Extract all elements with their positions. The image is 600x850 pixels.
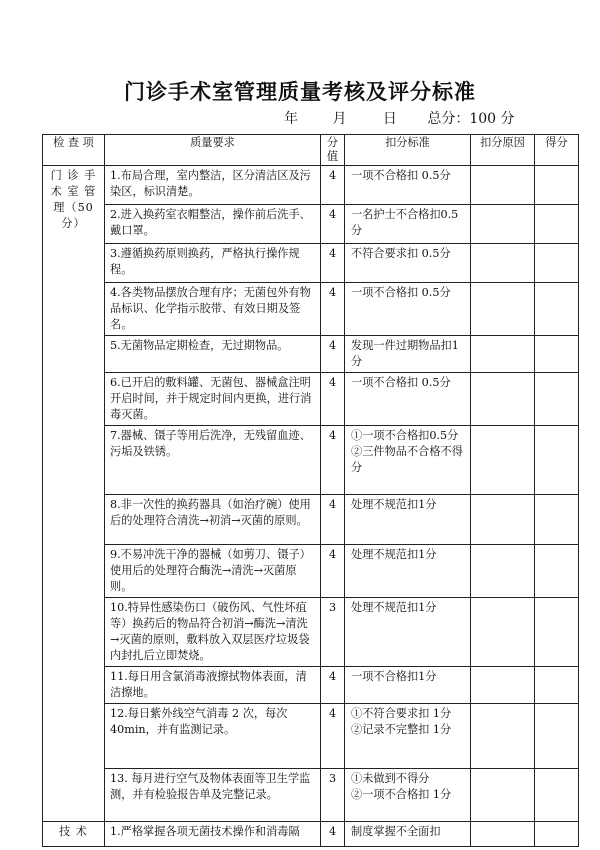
reason-cell[interactable] [471, 373, 535, 426]
deduction-cell [345, 336, 471, 373]
reason-cell[interactable] [471, 244, 535, 283]
score-cell: 3 [321, 598, 345, 667]
got-score-cell[interactable] [535, 336, 579, 373]
deduction-cell [345, 598, 471, 667]
score-cell: 4 [321, 244, 345, 283]
reason-cell[interactable] [471, 667, 535, 704]
deduction-line: 一项不合格扣1分 [351, 670, 437, 683]
got-score-cell[interactable] [535, 373, 579, 426]
got-score-cell[interactable] [535, 166, 579, 205]
score-cell: 3 [321, 769, 345, 822]
requirement-cell: 12.每日紫外线空气消毒 2 次，每次40min，并有监测记录。 [105, 704, 321, 769]
section-category: 门 诊 手 术 室 管 理（50分） [43, 166, 105, 822]
reason-cell[interactable] [471, 283, 535, 336]
deduction-cell [345, 667, 471, 704]
score-cell: 4 [321, 545, 345, 598]
deduction-cell [345, 373, 471, 426]
table-body [43, 166, 579, 847]
date-day: 日 [382, 111, 397, 127]
header-category: 检 查 项 [43, 135, 105, 166]
deduction-line: ①未做到不得分 [351, 772, 430, 785]
got-score-cell[interactable] [535, 283, 579, 336]
reason-cell[interactable] [471, 704, 535, 769]
got-score-cell[interactable] [535, 545, 579, 598]
table-header-row [43, 135, 579, 166]
table-row [43, 704, 579, 769]
deduction-line: ①不符合要求扣 1分 [351, 707, 452, 720]
deduction-line: 发现一件过期物品扣1分 [351, 339, 459, 368]
deduction-line: ②一项不合格扣 1分 [351, 788, 452, 801]
got-score-cell[interactable] [535, 822, 579, 847]
deduction-cell [345, 426, 471, 495]
requirement-cell: 5.无菌物品定期检查，无过期物品。 [105, 336, 321, 373]
deduction-line: 不符合要求扣 0.5分 [351, 247, 451, 260]
deduction-line: 处理不规范扣1分 [351, 498, 437, 511]
deduction-cell [345, 244, 471, 283]
reason-cell[interactable] [471, 769, 535, 822]
table-row [43, 166, 579, 205]
deduction-line: 处理不规范扣1分 [351, 601, 437, 614]
score-cell: 4 [321, 336, 345, 373]
score-cell: 4 [321, 426, 345, 495]
reason-cell[interactable] [471, 822, 535, 847]
requirement-cell: 1.布局合理，室内整洁，区分清洁区及污染区，标识清楚。 [105, 166, 321, 205]
requirement-cell: 2.进入换药室衣帽整洁，操作前后洗手、戴口罩。 [105, 205, 321, 244]
date-year: 年 [284, 111, 298, 127]
deduction-line: 一项不合格扣 0.5分 [351, 169, 451, 182]
requirement-cell: 7.器械、镊子等用后洗净，无残留血迹、污垢及铁锈。 [105, 426, 321, 495]
score-cell: 4 [321, 166, 345, 205]
deduction-cell [345, 545, 471, 598]
deduction-cell [345, 283, 471, 336]
requirement-cell: 8.非一次性的换药器具（如治疗碗）使用后的处理符合清洗→初消→灭菌的原则。 [105, 495, 321, 545]
deduction-line: 一名护士不合格扣0.5分 [351, 208, 459, 237]
table-row [43, 545, 579, 598]
table-row [43, 598, 579, 667]
header-score: 分值 [321, 135, 345, 166]
deduction-line: 一项不合格扣 0.5分 [351, 286, 451, 299]
deduction-cell [345, 495, 471, 545]
header-got: 得分 [535, 135, 579, 166]
requirement-cell: 11.每日用含氯消毒液擦拭物体表面，清洁擦地。 [105, 667, 321, 704]
table-row [43, 426, 579, 495]
section-category: 技 术 [43, 822, 105, 847]
got-score-cell[interactable] [535, 244, 579, 283]
total-score: 总分：100 分 [427, 111, 515, 127]
table-row [43, 336, 579, 373]
got-score-cell[interactable] [535, 426, 579, 495]
deduction-cell [345, 205, 471, 244]
table-row [43, 495, 579, 545]
requirement-cell: 10.特异性感染伤口（破伤风、气性坏疽等）换药后的物品符合初消→酶洗→清洗→灭菌的原则，敷料放入双层医疗垃圾袋内封扎后立即焚烧。 [105, 598, 321, 667]
table-row [43, 244, 579, 283]
table-row [43, 205, 579, 244]
got-score-cell[interactable] [535, 205, 579, 244]
reason-cell[interactable] [471, 426, 535, 495]
deduction-line: ①一项不合格扣0.5分 [351, 429, 459, 442]
table-row [43, 373, 579, 426]
reason-cell[interactable] [471, 205, 535, 244]
got-score-cell[interactable] [535, 704, 579, 769]
got-score-cell[interactable] [535, 495, 579, 545]
table-row [43, 822, 579, 847]
deduction-line: 处理不规范扣1分 [351, 548, 437, 561]
reason-cell[interactable] [471, 545, 535, 598]
reason-cell[interactable] [471, 495, 535, 545]
deduction-cell [345, 822, 471, 847]
got-score-cell[interactable] [535, 598, 579, 667]
got-score-cell[interactable] [535, 769, 579, 822]
deduction-line: ②三件物品不合格不得分 [351, 445, 463, 474]
deduction-line: 制度掌握不全面扣 [351, 825, 441, 838]
reason-cell[interactable] [471, 598, 535, 667]
score-cell: 4 [321, 822, 345, 847]
header-requirement: 质量要求 [105, 135, 321, 166]
table-row [43, 769, 579, 822]
requirement-cell: 1.严格掌握各项无菌技术操作和消毒隔 [105, 822, 321, 847]
reason-cell[interactable] [471, 336, 535, 373]
score-cell: 4 [321, 495, 345, 545]
header-deduction: 扣分标准 [345, 135, 471, 166]
deduction-line: ②记录不完整扣 1分 [351, 723, 452, 736]
requirement-cell: 13. 每月进行空气及物体表面等卫生学监测，并有检验报告单及完整记录。 [105, 769, 321, 822]
deduction-line: 一项不合格扣 0.5分 [351, 376, 451, 389]
score-cell: 4 [321, 283, 345, 336]
deduction-cell [345, 769, 471, 822]
requirement-cell: 3.遵循换药原则换药，严格执行操作规程。 [105, 244, 321, 283]
requirement-cell: 6.已开启的敷料罐、无菌包、器械盒注明开启时间，并于规定时间内更换，进行消毒灭菌。 [105, 373, 321, 426]
requirement-cell: 4.各类物品摆放合理有序；无菌包外有物品标识、化学指示胶带、有效日期及签名。 [105, 283, 321, 336]
table-row [43, 667, 579, 704]
reason-cell[interactable] [471, 166, 535, 205]
table-row [43, 283, 579, 336]
score-cell: 4 [321, 205, 345, 244]
score-cell: 4 [321, 373, 345, 426]
deduction-cell [345, 704, 471, 769]
score-cell: 4 [321, 667, 345, 704]
page-title: 门诊手术室管理质量考核及评分标准 [124, 79, 476, 104]
got-score-cell[interactable] [535, 667, 579, 704]
deduction-cell [345, 166, 471, 205]
score-cell: 4 [321, 704, 345, 769]
header-reason: 扣分原因 [471, 135, 535, 166]
requirement-cell: 9.不易冲洗干净的器械（如剪刀、镊子）使用后的处理符合酶洗→清洗→灭菌原则。 [105, 545, 321, 598]
assessment-table [42, 134, 579, 847]
date-line [284, 108, 515, 128]
date-month: 月 [332, 111, 347, 127]
